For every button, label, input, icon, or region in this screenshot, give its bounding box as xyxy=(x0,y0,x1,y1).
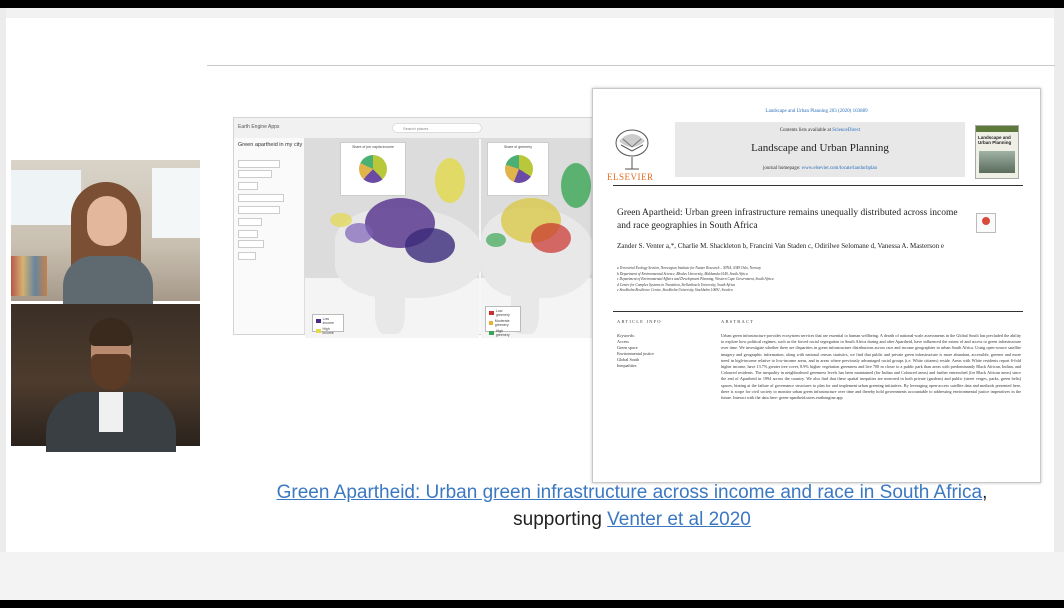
participant-video-2[interactable] xyxy=(11,304,200,446)
legend-row xyxy=(489,329,517,337)
cover-title: Landscape and Urban Planning xyxy=(978,135,1012,145)
green-apartheid-link[interactable]: Green Apartheid: Urban green infrastructure across income and race in South Africa xyxy=(276,482,983,503)
top-strip xyxy=(0,8,1064,18)
keywords-block xyxy=(617,333,717,369)
presentation-frame xyxy=(0,8,1064,600)
ee-control xyxy=(238,160,280,168)
ee-control xyxy=(238,170,272,178)
affiliation: c Department of Environmental Affairs and Development Planning, Western Cape Government, South Africa xyxy=(617,277,774,282)
crossmark-icon xyxy=(976,213,996,233)
cover-band xyxy=(976,126,1018,132)
map-income-area xyxy=(330,213,352,227)
map-greenery-area xyxy=(561,163,591,208)
caption-line-2 xyxy=(206,509,1058,531)
keyword: Environmental justice xyxy=(617,351,654,356)
journal-header xyxy=(675,122,965,177)
ee-pie-chart xyxy=(359,155,387,183)
publisher-name: ELSEVIER xyxy=(607,172,654,182)
bookshelf xyxy=(11,256,47,296)
affiliation: a Terrestrial Ecology Section, Norwegian Institute for Nature Research – NINA, 0349 Oslo, Norway xyxy=(617,266,762,270)
ee-control xyxy=(238,194,284,202)
person-face xyxy=(87,196,127,246)
map-peninsula xyxy=(375,268,405,334)
contents-line xyxy=(675,128,965,133)
keyword: Global South xyxy=(617,357,640,362)
ee-control xyxy=(238,206,280,214)
journal-cover xyxy=(975,125,1019,179)
abstract-text: Urban green infrastructure provides ecosystem services that are essential to human wellbeing. A dearth of national-scale assessments in the Global South has precluded the ability to explore how political regimes, such as the forced racial segregation in South Africa during and after Apartheid, have influenced the extent of and access to green infrastructure over time. We investigate whether there are disparities in green infrastructure distributions across race and income geographies in urban South Africa. Using open-source satellite imagery and geographic information, along with national census statistics, we find that public and private green infrastructure is more abundant, accessible, greener and more treed in high-income relative to low-income areas, and in areas where previously advantaged racial groups (i.e. White citizens) reside. Areas with White residents report 6-fold higher income, have 13.7% greater tree cover, 8.9% higher vegetation greenness and live 700 m closer to a public park than areas with predominantly Black African, Indian, and Coloured residents. The inequality in neighborhood greenness levels has been maintained (for Indian and Coloured areas) and further entrenched (for Black African areas) since the end of Apartheid in 1994 across the country. We also find that these spatial inequities are mirrored in both private (gardens) and public (street verges, parks, green belts) spaces, hinting at the failure of governance structures to plan for and implement urban greening initiatives. By leveraging open-access satellite data and methods presented here, there is scope for civil society to monitor urban green infrastructure over time and thereby hold governments accountable to addressing environmental justice imperatives in the future. Interact with the data here: green-apartheid.users.earthengine.app xyxy=(721,333,1021,401)
ee-chart-title: Share of greenery xyxy=(503,145,533,149)
ee-chart-card-income xyxy=(340,142,406,196)
ee-chart-title: Share of per capita income xyxy=(352,145,394,149)
background-window xyxy=(152,168,200,238)
contents-prefix: Contents lists available at xyxy=(779,128,831,133)
legend-row xyxy=(489,319,517,327)
ee-topbar xyxy=(234,118,596,139)
homepage-line xyxy=(675,166,965,171)
cover-photo xyxy=(979,151,1015,173)
elsevier-tree-logo xyxy=(613,127,651,171)
keyword: Access xyxy=(617,339,629,344)
caption-comma: , xyxy=(982,482,988,503)
ee-map-income xyxy=(305,138,479,334)
ee-sidebar-title: Green apartheid in my city xyxy=(238,142,303,148)
map-income-area xyxy=(405,228,455,263)
affiliation: d Centre for Complex Systems in Transition, Stellenbosch University, South Africa xyxy=(617,282,736,287)
legend-swatch xyxy=(316,319,321,323)
paper-authors: Zander S. Venter a,*, Charlie M. Shackleton b, Francini Van Staden c, Odirilwe Selomane d, Vanessa A. Masterson e xyxy=(617,242,944,250)
ee-control xyxy=(238,230,258,238)
abstract-heading: ABSTRACT xyxy=(721,319,755,324)
ee-legend-income xyxy=(312,314,344,335)
homepage-prefix: journal homepage: xyxy=(762,166,801,171)
header-rule xyxy=(613,185,1023,186)
caption-line-1 xyxy=(206,482,1058,504)
person-hair xyxy=(89,318,133,346)
legend-label: Moderate greenery xyxy=(494,319,510,327)
article-info-heading: ARTICLE INFO xyxy=(617,319,662,324)
legend-swatch xyxy=(489,311,494,315)
map-greenery-area xyxy=(531,223,571,253)
participant-video-1[interactable] xyxy=(11,160,200,301)
caption-supporting: supporting xyxy=(513,509,608,530)
paper-affiliations xyxy=(617,266,1017,294)
keyword: Green space xyxy=(617,345,638,350)
legend-label: High greenery xyxy=(495,329,510,337)
ee-control xyxy=(238,252,256,260)
person-collar xyxy=(99,392,123,432)
legend-row xyxy=(489,309,517,317)
slide-divider xyxy=(207,65,1055,66)
ee-control xyxy=(238,218,262,226)
section-rule xyxy=(613,311,1023,312)
earth-engine-app-screenshot xyxy=(233,117,597,335)
person-shirt xyxy=(63,256,153,306)
venter-et-al-link[interactable]: Venter et al 2020 xyxy=(607,509,751,530)
ee-legend-greenery xyxy=(485,306,521,337)
keywords-label: Keywords: xyxy=(617,333,635,338)
map-greenery-area xyxy=(486,233,506,247)
sciencedirect-link: ScienceDirect xyxy=(832,128,861,133)
ee-chart-card-greenery xyxy=(487,142,549,196)
paper-title: Green Apartheid: Urban green infrastructure remains unequally distributed across income and race geographies in South Africa xyxy=(617,208,958,231)
affiliation: e Stockholm Resilience Centre, Stockholm University, Stockholm 10691, Sweden xyxy=(617,288,733,293)
ee-map-greenery xyxy=(481,138,596,337)
left-edge xyxy=(0,8,6,600)
legend-swatch xyxy=(489,331,494,335)
ee-control xyxy=(238,240,264,248)
legend-row xyxy=(316,317,340,325)
ee-sidebar xyxy=(234,138,305,334)
legend-swatch xyxy=(316,329,321,333)
legend-label: Low income xyxy=(322,317,334,325)
paper-screenshot xyxy=(592,88,1041,483)
keyword: Inequalities xyxy=(617,363,637,368)
paper-citation: Landscape and Urban Planning 203 (2020) 103889 xyxy=(765,109,868,114)
person-beard xyxy=(91,354,131,390)
legend-swatch xyxy=(489,321,493,325)
legend-label: Low greenery xyxy=(495,309,510,317)
ee-control xyxy=(238,182,258,190)
map-income-area xyxy=(435,158,465,203)
bottom-bar xyxy=(0,552,1064,600)
journal-name: Landscape and Urban Planning xyxy=(751,142,889,154)
ee-app-title: Earth Engine Apps xyxy=(238,124,280,130)
map-income-area xyxy=(345,223,373,243)
homepage-link: www.elsevier.com/locate/landurbplan xyxy=(801,166,878,171)
legend-label: High income xyxy=(322,327,334,335)
legend-row xyxy=(316,327,340,335)
affiliation: b Department of Environmental Science, Rhodes University, Makhanda 6140, South Africa xyxy=(617,271,748,276)
ee-search-input: Search places xyxy=(392,123,482,133)
ee-pie-chart xyxy=(505,155,533,183)
